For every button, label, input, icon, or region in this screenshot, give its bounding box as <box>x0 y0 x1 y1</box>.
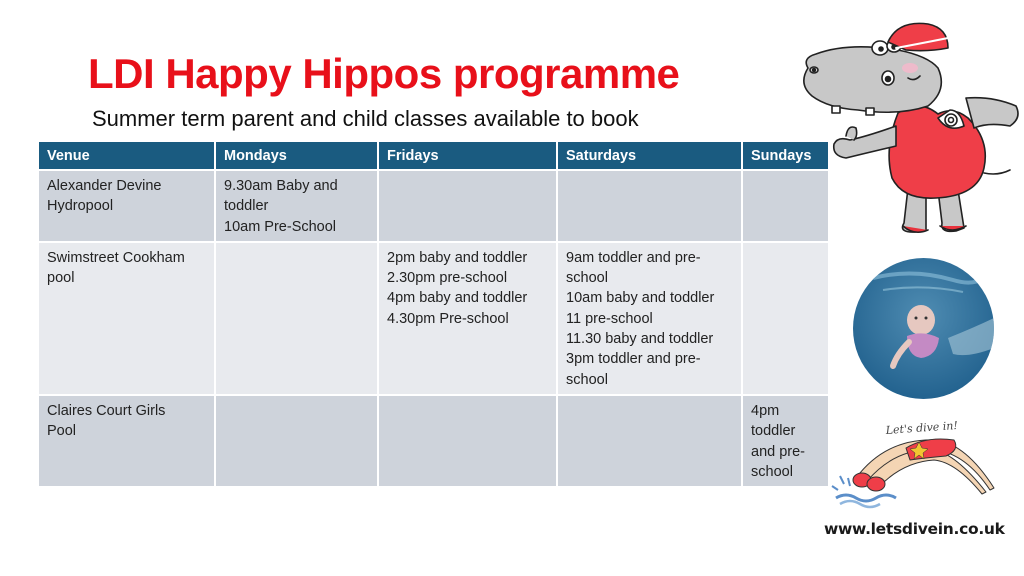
schedule-table <box>39 142 830 488</box>
class-line: 10am Pre-School <box>224 218 337 235</box>
cell-sundays <box>742 242 829 395</box>
logo-text: Let's dive in! <box>885 418 959 437</box>
venue-line: Alexander Devine <box>47 178 162 194</box>
class-line: 9.30am Baby and <box>224 178 338 194</box>
class-line: school <box>751 463 793 480</box>
cell-fridays <box>378 395 557 487</box>
cell-mondays <box>215 170 378 242</box>
table-row <box>39 170 829 242</box>
class-line: 4.30pm Pre-school <box>387 310 509 327</box>
cell-venue <box>39 395 215 487</box>
cell-venue <box>39 242 215 395</box>
class-line: 11.30 baby and toddler <box>566 331 714 348</box>
class-line: 9am toddler and pre- <box>566 249 701 266</box>
website-url[interactable]: www.letsdivein.co.uk <box>824 520 1005 538</box>
cell-mondays <box>215 395 378 487</box>
class-line: 10am baby and toddler <box>566 290 715 307</box>
column-header-venue: Venue <box>39 142 215 170</box>
page-title: LDI Happy Hippos programme <box>88 50 680 97</box>
class-line: school <box>566 270 608 287</box>
venue-line: Swimstreet Cookham <box>47 249 185 266</box>
venue-line: Hydropool <box>47 198 114 215</box>
cell-fridays <box>378 170 557 242</box>
cell-fridays <box>378 242 557 395</box>
table-row <box>39 395 829 487</box>
class-line: school <box>566 371 608 388</box>
class-line: 3pm toddler and pre- <box>566 351 701 368</box>
lets-dive-in-logo <box>826 418 1006 510</box>
cell-venue <box>39 170 215 242</box>
cell-saturdays <box>557 242 742 395</box>
class-line: toddler <box>224 198 269 215</box>
class-line: 2pm baby and toddler <box>387 249 528 266</box>
class-line: 2.30pm pre-school <box>387 270 508 287</box>
cell-saturdays <box>557 395 742 487</box>
venue-line: Claires Court Girls <box>47 402 166 419</box>
baby-swimming-photo <box>853 258 994 399</box>
table-row <box>39 242 829 395</box>
hippo-mascot-image <box>788 18 1024 240</box>
cell-mondays <box>215 242 378 395</box>
column-header-sundays: Sundays <box>742 142 829 170</box>
column-header-saturdays: Saturdays <box>557 142 742 170</box>
table-header-row <box>39 142 829 170</box>
class-line: and pre- <box>751 443 806 460</box>
class-line: 11 pre-school <box>566 310 653 327</box>
column-header-fridays: Fridays <box>378 142 557 170</box>
page-subtitle: Summer term parent and child classes available to book <box>92 106 639 131</box>
column-header-mondays: Mondays <box>215 142 378 170</box>
cell-saturdays <box>557 170 742 242</box>
class-line: 4pm <box>751 402 780 419</box>
class-line: toddler <box>751 423 796 440</box>
class-line: 4pm baby and toddler <box>387 290 528 307</box>
venue-line: Pool <box>47 423 77 440</box>
cell-sundays <box>742 395 829 487</box>
venue-line: pool <box>47 270 75 287</box>
